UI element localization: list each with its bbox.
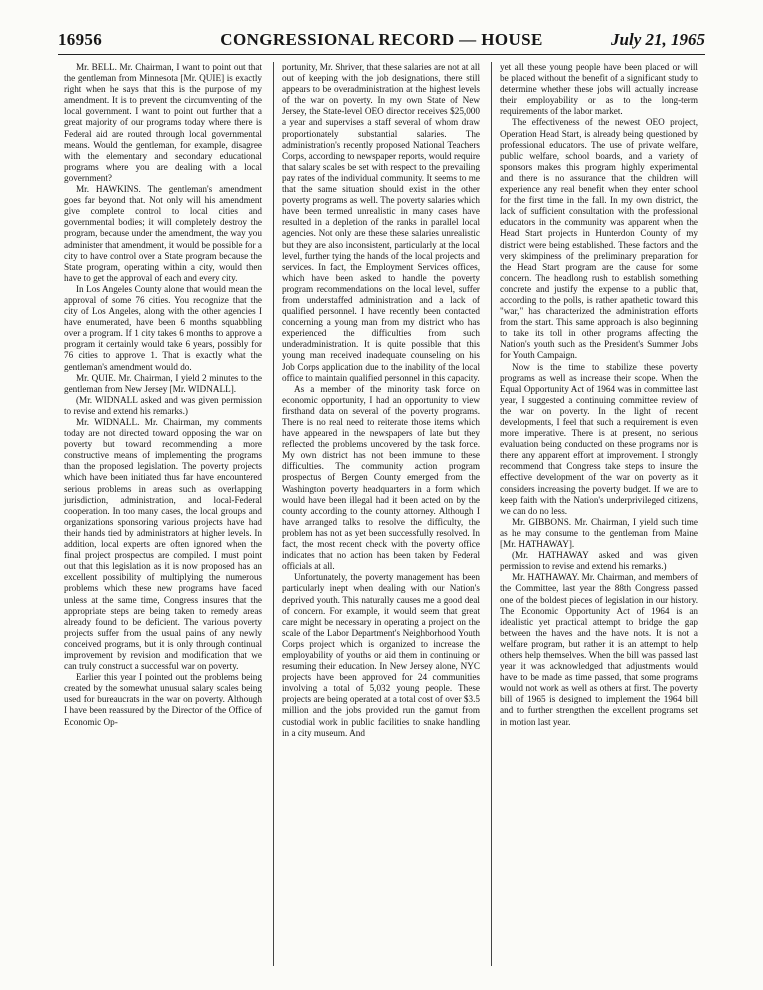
paragraph: Mr. QUIE. Mr. Chairman, I yield 2 minutes to the gentleman from New Jersey [Mr. WIDNALL]. [64, 372, 262, 394]
paragraph: The effectiveness of the newest OEO project, Operation Head Start, is already being questioned by professional educators. The use of private welfare, public welfare, school boards, and a variety of sponsors makes this program highly experimental and there is no assurance that the children will experience any real benefit when they enter school for the first time in the fall. In my own district, the lack of sufficient consultation with the professional educators in the community was apparent when the Head Start projects in Hunterdon County of my district were being established. These factors and the very skimpiness of the preliminary preparation for the Head Start program are the cause for some concern. The headlong rush to establish something concrete and justify the expense to a public that, according to the polls, is rather apathetic toward this "war," has characterized the administration efforts from the start. This same approach is also beginning to take its toll in other programs affecting the Nation's youth such as the President's Summer Jobs for Youth Campaign. [500, 117, 698, 361]
page-header [58, 30, 705, 55]
paragraph: Earlier this year I pointed out the problems being created by the somewhat unusual salary scales being used for bureaucrats in the war on poverty. Although I have been reassured by the Director of the Office of Economic Op- [64, 672, 262, 727]
paragraph: portunity, Mr. Shriver, that these salaries are not at all out of keeping with the job designations, there still appears to be overadministration at the highest levels of the war on poverty. In my own State of New Jersey, the State-level OEO director receives $25,000 a year and supervises a staff several of whom draw proportionately substantial salaries. The administration's recently proposed National Teachers Corps, according to newspaper reports, would require that salary scales be set with respect to the prevailing pay rates of the individual community. It seems to me that the same situation should exist in the other poverty programs as well. The poverty salaries which have been termed unrealistic in many cases have resulted in a depletion of the ranks in parallel local agencies. Not only are these these salaries unrealistic but they are also inconsistent, particularly at the local level, further tying the hands of the local projects and services. In fact, the Employment Services offices, which have been asked to handle the poverty program recommendations on the local level, suffer from understaffed administration and a lack of qualified personnel. I have recently been contacted concerning a young man from my district who has experienced the difficulties from such underadministration. It is quite possible that this young man received inadequate counseling on his Job Corps application due to the inability of the local office to maintain qualified personnel in this capacity. [282, 62, 480, 383]
paragraph: In Los Angeles County alone that would mean the approval of some 76 cities. You recognize that the city of Los Angeles, along with the other agencies I have enumerated, have been 6 months squabbling over a program. If 1 city takes 6 months to approve a program it certainly would take 6 years, possibly for 76 cities to approve 1. That is exactly what the gentleman's amendment would do. [64, 283, 262, 372]
paragraph: yet all these young people have been placed or will be placed without the benefit of a significant study to determine whether these jobs will actually increase their employability or as to the long-term requirements of the labor market. [500, 62, 698, 117]
paragraph: (Mr. WIDNALL asked and was given permission to revise and extend his remarks.) [64, 394, 262, 416]
issue-date: July 21, 1965 [611, 30, 705, 49]
paragraph: As a member of the minority task force on economic opportunity, I had an opportunity to view firsthand data on several of the poverty programs. There is no real need to reiterate those items which have appeared in the newspapers of late but they reflected the problems uncovered by the task force. My own district has not been immune to these difficulties. The community action program prospectus of Bergen County emerged from the Washington poverty headquarters in a form which would have been illegal had it been acted on by the county according to the county attorney. Although I have arranged talks to resolve the difficulty, the problem has not as yet been successfully resolved. In fact, the most recent check with the poverty office indicates that no action has been taken by Federal officials at all. [282, 383, 480, 572]
text-column-2 [282, 62, 480, 739]
publication-title: CONGRESSIONAL RECORD — HOUSE [220, 30, 543, 49]
column-divider [491, 62, 492, 966]
paragraph: Unfortunately, the poverty management has been particularly inept when dealing with our Nation's deprived youth. This naturally causes me a good deal of concern. For example, it would seem that great care might be necessary in operating a project on the scale of the Labor Department's Neighborhood Youth Corps project which is organized to increase the employability of youths or aid them in continuing or resuming their education. In New Jersey alone, NYC projects have been approved for 24 communities involving a total of 5,032 young people. These projects are being operated at a total cost of over $3.5 million and the jobs provided run the gamut from custodial work in public facilities to snake handling in a city museum. And [282, 572, 480, 738]
paragraph: Now is the time to stabilize these poverty programs as well as increase their scope. When the Equal Opportunity Act of 1964 was in committee last year, I suggested a continuing committee review of the war on poverty. In the light of recent developments, I feel that such a requirement is even more imperative. There is at present, no serious evaluation being conducted on these programs nor is there any apparent effort at improvement. I strongly recommend that Congress take steps to insure the effective development of the war on poverty as it considers increasing the poverty budget. If we are to keep faith with the Nation's underprivileged citizens, we can do no less. [500, 361, 698, 516]
paragraph: Mr. BELL. Mr. Chairman, I want to point out that the gentleman from Minnesota [Mr. QUIE] is exactly right when he says that this is the purpose of my amendment. It is to prevent the circumventing of the local government. I want to point out further that a great majority of our programs today where there is Federal aid are routed through local governmental means. Would the gentleman, for example, disagree with the elementary and secondary educational programs where you are dealing with a local government? [64, 62, 262, 183]
column-divider [273, 62, 274, 966]
text-column-1 [64, 62, 262, 728]
paragraph: Mr. WIDNALL. Mr. Chairman, my comments today are not directed toward opposing the war on poverty but toward recommending a more constructive means of implementing the programs than the proposed legislation. The poverty projects which have been initiated thus far have encountered serious problems in areas such as overlapping jurisdiction, administration, and local-Federal cooperation. In too many cases, the local groups and organizations sponsoring various projects have had their hands tied by administrators at higher levels. In addition, local experts are often ignored when the final project prospectus are compiled. I must point out that this legislation as it is now proposed has an excellent possibility of multiplying the numerous problems which these new programs have faced unless at the same time, Congress insures that the appropriate steps are being taken to remedy areas already found to be deficient. The various poverty projects suffer from the usual pains of any newly conceived programs, but it is only through continual improvement by revision and modification that we can truly construct a successful war on poverty. [64, 417, 262, 672]
page-number: 16956 [58, 30, 102, 49]
paragraph: (Mr. HATHAWAY asked and was given permission to revise and extend his remarks.) [500, 550, 698, 572]
paragraph: Mr. HATHAWAY. Mr. Chairman, and members of the Committee, last year the 88th Congress passed one of the boldest pieces of legislation in our history. The Economic Opportunity Act of 1964 is an idealistic yet practical attempt to bridge the gap between the haves and the have nots. It is not a welfare program, but rather it is an attempt to help others help themselves. When the bill was passed last year it was acknowledged that adjustments would have to be made as time passed, that some programs would not work as well as others at first. The poverty bill of 1965 is designed to implement the 1964 bill and to further strengthen the excellent programs set in motion last year. [500, 572, 698, 727]
paragraph: Mr. GIBBONS. Mr. Chairman, I yield such time as he may consume to the gentleman from Maine [Mr. HATHAWAY]. [500, 516, 698, 550]
text-column-3 [500, 62, 698, 728]
paragraph: Mr. HAWKINS. The gentleman's amendment goes far beyond that. Not only will his amendment give complete control to local cities and governmental bodies; it will completely destroy the program, because under the amendment, the way you administer that amendment, it would be possible for a city to have control over a State program because the State program, operating within a city, would then have to get the approval of each and every city. [64, 184, 262, 283]
